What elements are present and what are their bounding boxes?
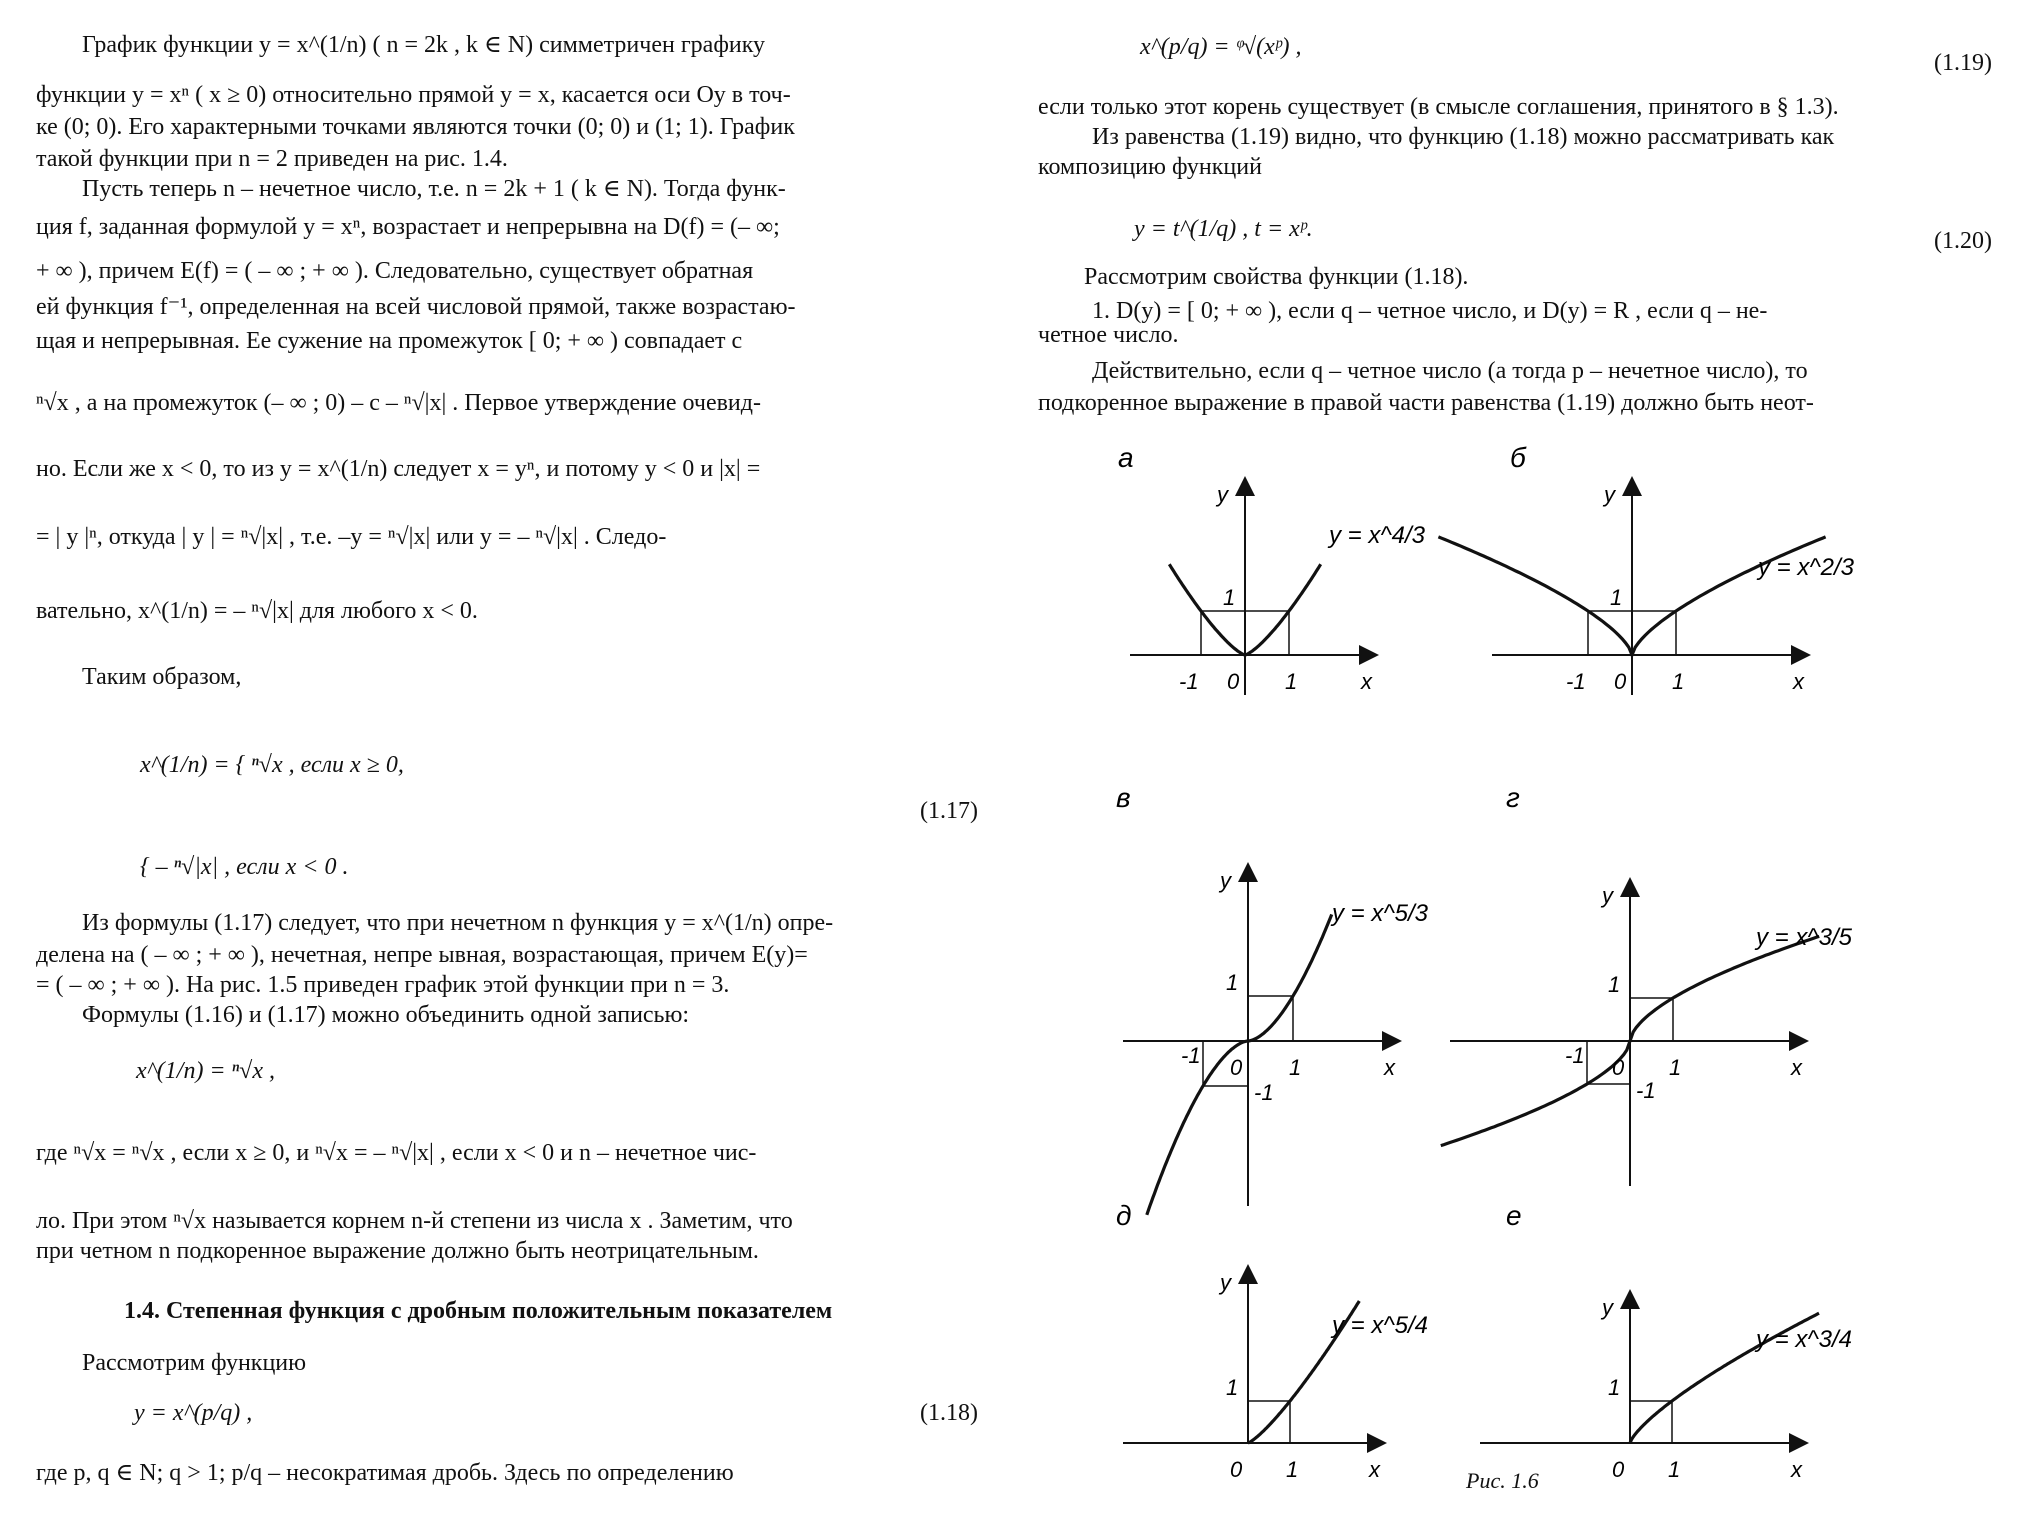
curve-formula-label: y = x^3/5 bbox=[1756, 924, 1852, 951]
tick-label-neg1: -1 bbox=[1566, 669, 1586, 694]
unit-guide bbox=[1630, 998, 1673, 1041]
text-line: такой функции при n = 2 приведен на рис. 1.4. bbox=[36, 146, 508, 172]
curve-formula-label: y = x^2/3 bbox=[1758, 554, 1854, 581]
text-line: четное число. bbox=[1038, 322, 1179, 348]
origin-label: 0 bbox=[1612, 1055, 1625, 1080]
text-line: Рассмотрим функцию bbox=[82, 1350, 307, 1376]
text-line: Из формулы (1.17) следует, что при нечетном n функция y = x^(1/n) опре- bbox=[82, 910, 834, 936]
tick-label-neg1: -1 bbox=[1565, 1043, 1585, 1068]
equation-number: (1.20) bbox=[1934, 228, 1992, 254]
origin-label: 0 bbox=[1612, 1457, 1625, 1482]
origin-label: 0 bbox=[1230, 1457, 1243, 1482]
text-line: композицию функций bbox=[1038, 154, 1262, 180]
text-line: при четном n подкоренное выражение должно быть неотрицательным. bbox=[36, 1238, 759, 1264]
equation-number: (1.19) bbox=[1934, 50, 1992, 76]
plot-letter: д bbox=[1116, 1200, 1132, 1231]
text-line: = ( – ∞ ; + ∞ ). На рис. 1.5 приведен график этой функции при n = 3. bbox=[36, 972, 730, 998]
formula-line: x^(1/n) = { ⁿ√x , если x ≥ 0, bbox=[140, 752, 404, 778]
text-line: ей функция f⁻¹, определенная на всей числовой прямой, также возрастаю- bbox=[36, 294, 796, 320]
x-axis-label: x bbox=[1793, 669, 1804, 694]
plot-letter: в bbox=[1116, 782, 1131, 813]
formula-line: { – ⁿ√|x| , если x < 0 . bbox=[140, 854, 349, 880]
text-line: щая и непрерывная. Ее сужение на промежуток [ 0; + ∞ ) совпадает с bbox=[36, 328, 743, 354]
curve-formula-label: y = x^4/3 bbox=[1329, 522, 1425, 549]
plot-letter: г bbox=[1506, 782, 1520, 813]
y-axis-label: y bbox=[1220, 1270, 1231, 1295]
text-line: Действительно, если q – четное число (а тогда p – нечетное число), то bbox=[1092, 358, 1808, 384]
text-line: ⁿ√x , а на промежуток (– ∞ ; 0) – с – ⁿ√|x| . Первое утверждение очевид- bbox=[36, 390, 761, 416]
tick-label-y1: 1 bbox=[1608, 1375, 1621, 1400]
y-axis-label: y bbox=[1602, 883, 1613, 908]
y-axis-label: y bbox=[1604, 482, 1615, 507]
tick-label-yneg1: -1 bbox=[1636, 1078, 1656, 1103]
equation-number: (1.18) bbox=[920, 1400, 978, 1426]
right-column bbox=[1030, 0, 2017, 1513]
origin-label: 0 bbox=[1614, 669, 1627, 694]
text-line: подкоренное выражение в правой части равенства (1.19) должно быть неот- bbox=[1038, 390, 1814, 416]
plot-letter: а bbox=[1118, 442, 1134, 473]
text-line: График функции y = x^(1/n) ( n = 2k , k ∈ N) симметричен графику bbox=[82, 32, 766, 58]
tick-label-neg1: -1 bbox=[1181, 1043, 1201, 1068]
equation-number: (1.17) bbox=[920, 798, 978, 824]
formula-line: y = t^(1/q) , t = xᵖ. bbox=[1134, 216, 1313, 242]
unit-guide bbox=[1588, 611, 1632, 655]
tick-label-y1: 1 bbox=[1223, 585, 1236, 610]
origin-label: 0 bbox=[1230, 1055, 1243, 1080]
plot-letter: е bbox=[1506, 1200, 1522, 1231]
text-line: функции y = xⁿ ( x ≥ 0) относительно прямой y = x, касается оси Oy в точ- bbox=[36, 82, 791, 108]
text-line: где ⁿ√x = ⁿ√x , если x ≥ 0, и ⁿ√x = – ⁿ√|x| , если x < 0 и n – нечетное чис- bbox=[36, 1140, 757, 1166]
plot-letter: б bbox=[1510, 442, 1526, 473]
text-line: вательно, x^(1/n) = – ⁿ√|x| для любого x < 0. bbox=[36, 598, 478, 624]
text-line: ция f, заданная формулой y = xⁿ, возрастает и непрерывна на D(f) = (– ∞; bbox=[36, 214, 780, 240]
curve-formula-label: y = x^5/3 bbox=[1332, 900, 1428, 927]
text-line: ке (0; 0). Его характерными точками являются точки (0; 0) и (1; 1). График bbox=[36, 114, 795, 140]
figure-caption: Рис. 1.6 bbox=[1466, 1468, 1539, 1493]
x-axis-label: x bbox=[1369, 1457, 1380, 1482]
x-axis-label: x bbox=[1791, 1457, 1802, 1482]
tick-label-neg1: -1 bbox=[1179, 669, 1199, 694]
formula-line: y = x^(p/q) , bbox=[134, 1400, 253, 1426]
curve-formula-label: y = x^5/4 bbox=[1332, 1312, 1428, 1339]
x-axis-label: x bbox=[1384, 1055, 1395, 1080]
unit-guide bbox=[1248, 996, 1293, 1041]
tick-label-1: 1 bbox=[1289, 1055, 1302, 1080]
tick-label-1: 1 bbox=[1672, 669, 1685, 694]
text-line: если только этот корень существует (в смысле соглашения, принятого в § 1.3). bbox=[1038, 94, 1839, 120]
curve-formula-label: y = x^3/4 bbox=[1756, 1326, 1852, 1353]
figure-1-6 bbox=[1030, 433, 2017, 1513]
text-line: 1. D(y) = [ 0; + ∞ ), если q – четное число, и D(y) = R , если q – не- bbox=[1092, 298, 1768, 324]
section-heading: 1.4. Степенная функция с дробным положительным показателем bbox=[124, 1298, 833, 1324]
tick-label-y1: 1 bbox=[1226, 1375, 1239, 1400]
y-axis-label: y bbox=[1220, 868, 1231, 893]
tick-label-1: 1 bbox=[1286, 1457, 1299, 1482]
formula-line: x^(p/q) = ᵠ√(xᵖ) , bbox=[1140, 34, 1302, 60]
text-line: но. Если же x < 0, то из y = x^(1/n) следует x = yⁿ, и потому y < 0 и |x| = bbox=[36, 456, 761, 482]
text-line: Формулы (1.16) и (1.17) можно объединить одной записью: bbox=[82, 1002, 690, 1028]
origin-label: 0 bbox=[1227, 669, 1240, 694]
text-line: ло. При этом ⁿ√x называется корнем n-й степени из числа x . Заметим, что bbox=[36, 1208, 793, 1234]
tick-label-y1: 1 bbox=[1608, 972, 1621, 997]
text-line: = | y |ⁿ, откуда | y | = ⁿ√|x| , т.е. –y = ⁿ√|x| или y = – ⁿ√|x| . Следо- bbox=[36, 524, 667, 550]
text-line: Рассмотрим свойства функции (1.18). bbox=[1084, 264, 1469, 290]
x-axis-label: x bbox=[1361, 669, 1372, 694]
tick-label-y1: 1 bbox=[1610, 585, 1623, 610]
text-line: где p, q ∈ N; q > 1; p/q – несократимая дробь. Здесь по определению bbox=[36, 1460, 734, 1486]
tick-label-y1: 1 bbox=[1226, 970, 1239, 995]
text-line: делена на ( – ∞ ; + ∞ ), нечетная, непре ывная, возрастающая, причем E(y)= bbox=[36, 942, 808, 968]
y-axis-label: y bbox=[1602, 1295, 1613, 1320]
x-axis-label: x bbox=[1791, 1055, 1802, 1080]
y-axis-label: y bbox=[1217, 482, 1228, 507]
tick-label-1: 1 bbox=[1285, 669, 1298, 694]
tick-label-yneg1: -1 bbox=[1254, 1080, 1274, 1105]
tick-label-1: 1 bbox=[1669, 1055, 1682, 1080]
text-line: Таким образом, bbox=[82, 664, 242, 690]
text-line: Из равенства (1.19) видно, что функцию (1.18) можно рассматривать как bbox=[1092, 124, 1835, 150]
formula-line: x^(1/n) = ⁿ√x , bbox=[136, 1058, 276, 1084]
unit-guide bbox=[1632, 611, 1676, 655]
tick-label-1: 1 bbox=[1668, 1457, 1681, 1482]
text-line: + ∞ ), причем E(f) = ( – ∞ ; + ∞ ). Следовательно, существует обратная bbox=[36, 258, 754, 284]
text-line: Пусть теперь n – нечетное число, т.е. n = 2k + 1 ( k ∈ N). Тогда функ- bbox=[82, 176, 786, 202]
left-column bbox=[0, 0, 1000, 1513]
